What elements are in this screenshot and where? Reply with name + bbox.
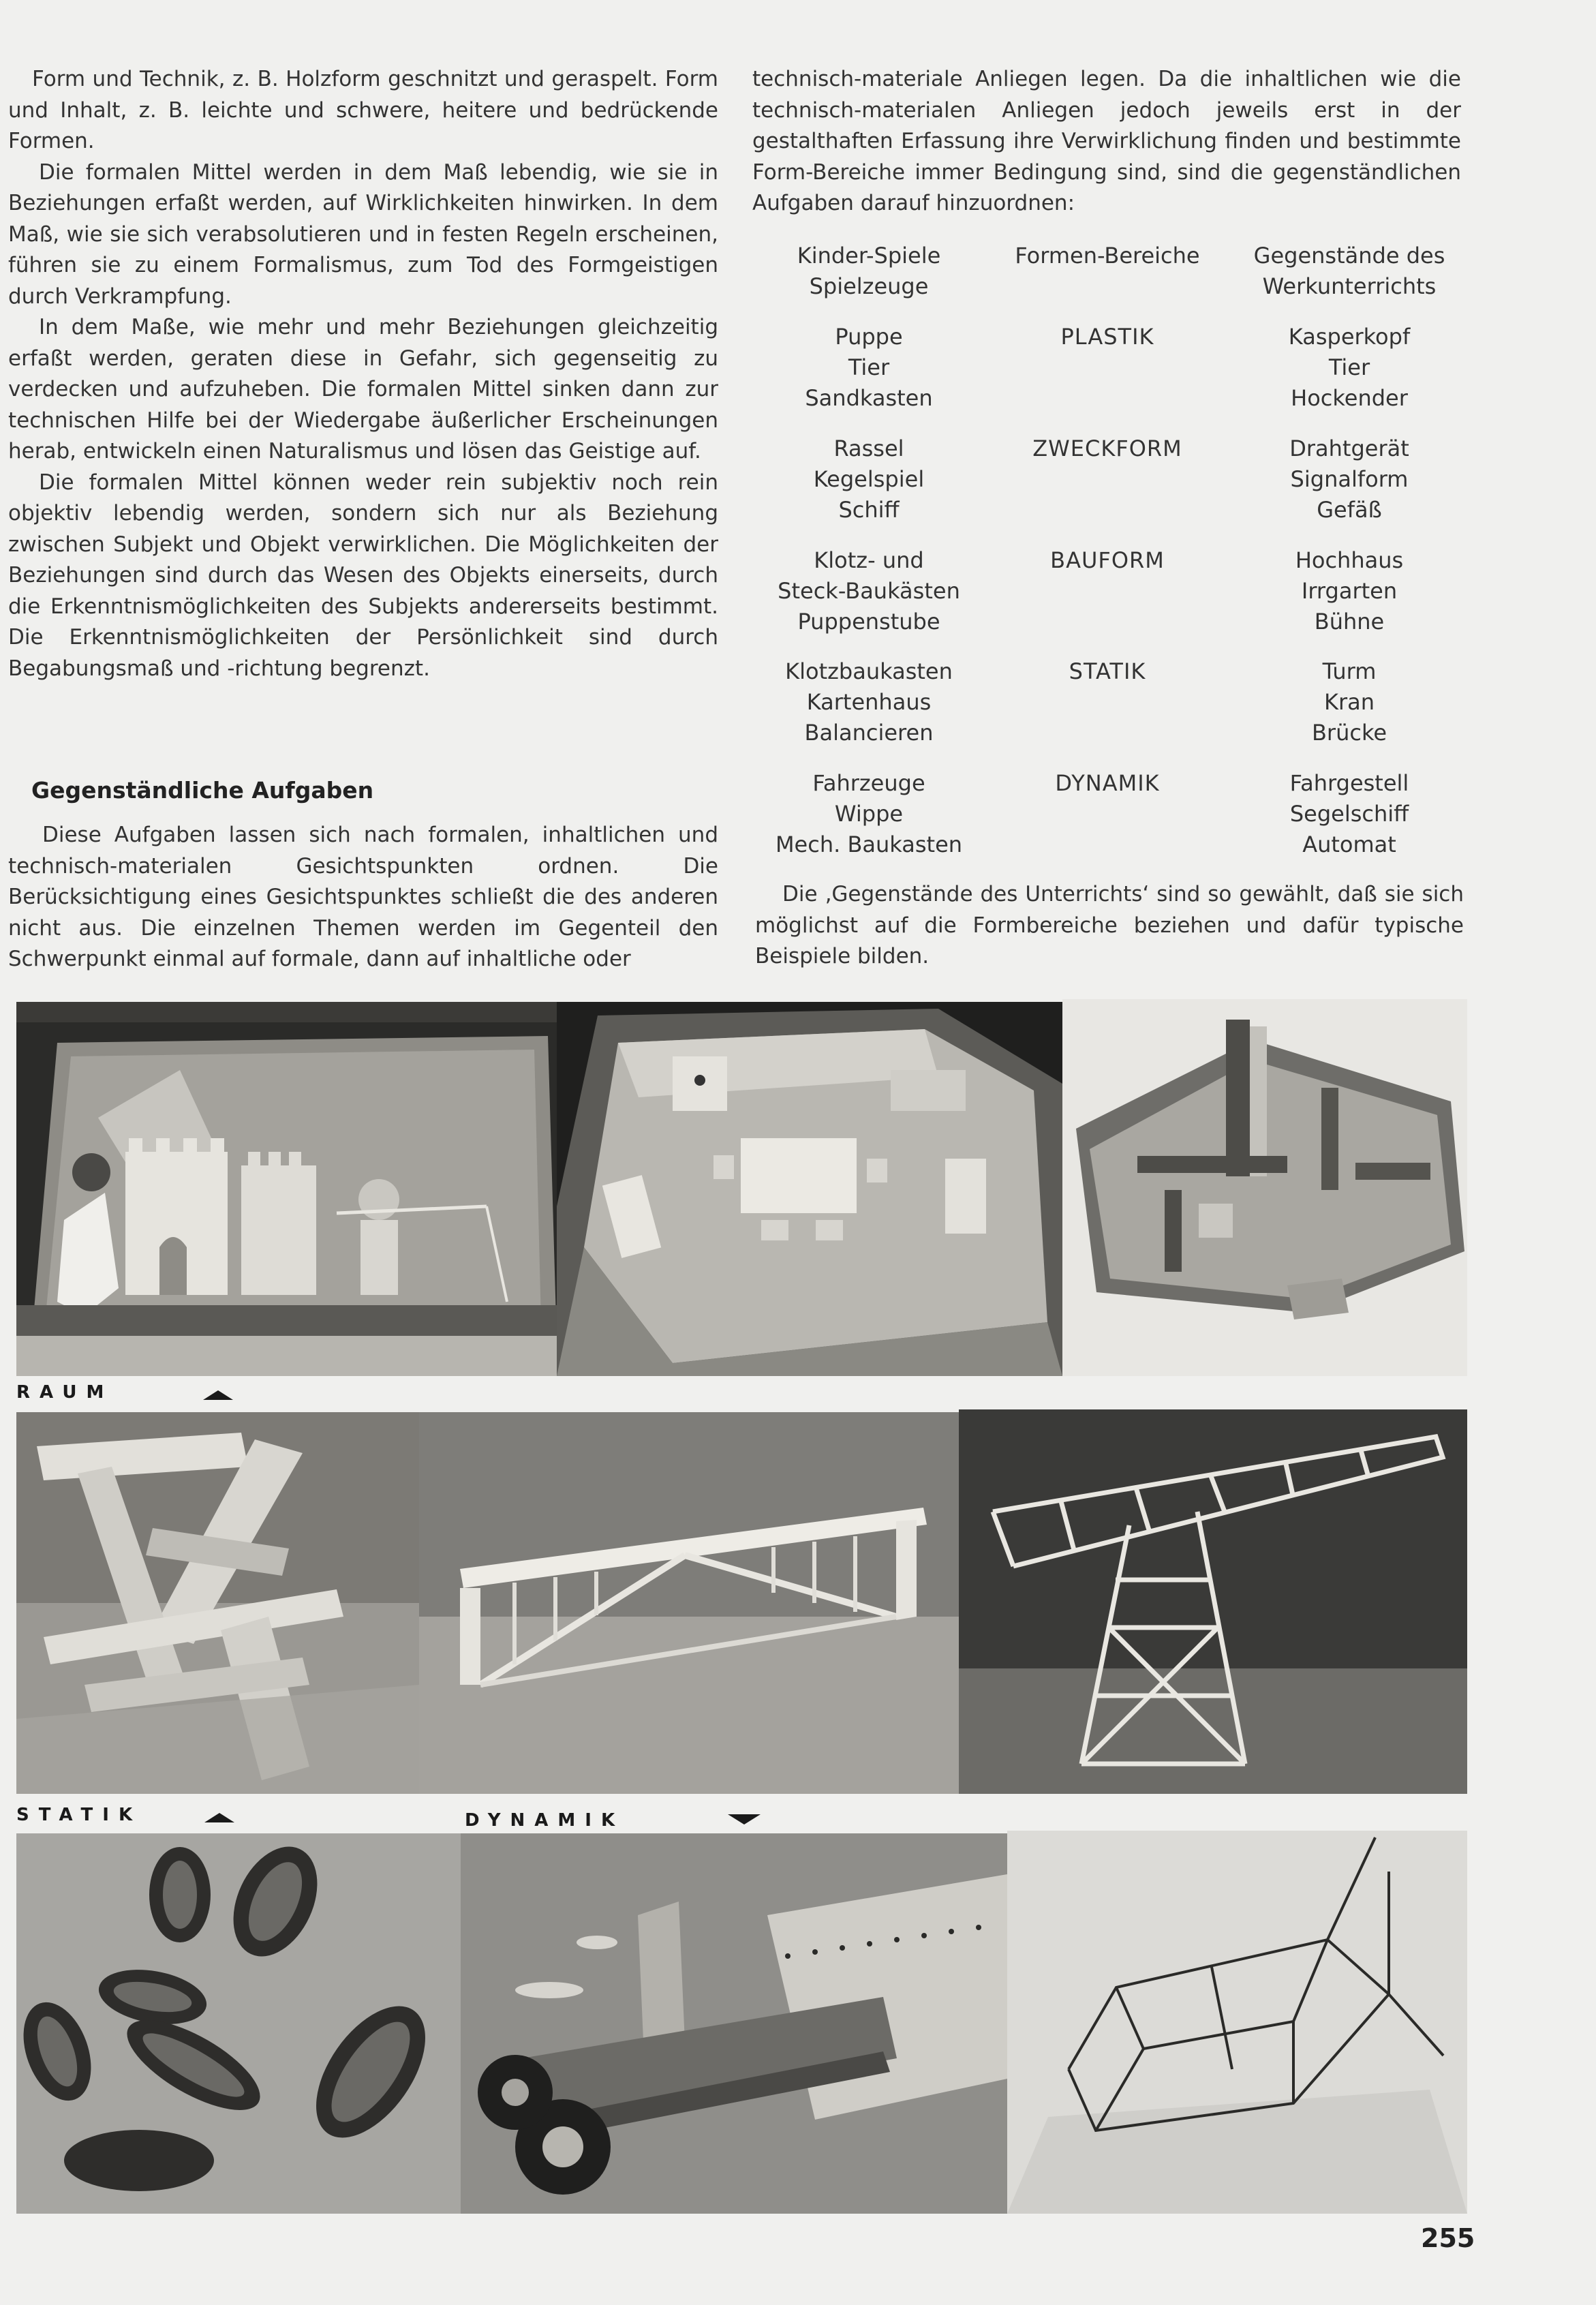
table-cell-kinder: Fahrzeuge Wippe Mech. Baukasten: [775, 770, 963, 857]
paragraph: Die formalen Mittel können weder rein subjektiv noch rein objektiv lebendig werden, sondern sich nur als Beziehung zwischen Subjekt und Objekt verwirklichen. Die Möglichkeiten der Beziehungen sind durch das Wesen des Objekts einerseits, durch die Erkenntnismöglichkeiten des Subjekts andererseits bestimmt. Die Erkenntnismöglichkeiten der Persönlichkeit sind durch Begabungsmaß und -richtung begrenzt.: [8, 470, 718, 681]
left-column-continued: [8, 820, 718, 975]
table-cell-kinder: Rassel Kegelspiel Schiff: [813, 436, 925, 523]
table-cell-bereich: ZWECKFORM: [1032, 436, 1182, 461]
table-cell-bereich: STATIK: [1069, 658, 1146, 684]
photo-carved-boats: [16, 1833, 461, 2214]
table-cell-gegen: Drahtgerät Signalform Gefäß: [1289, 436, 1409, 523]
photo-crane-model: [959, 1409, 1467, 1794]
photo-label-raum: RAUM: [16, 1382, 114, 1403]
photo-meccano-vehicle: [461, 1833, 1007, 2214]
arrow-up-icon: [204, 1813, 234, 1822]
right-column-intro: [752, 64, 1461, 219]
table-header-kinder: Kinder-Spiele Spielzeuge: [797, 243, 941, 299]
arrow-down-icon: [728, 1814, 761, 1825]
table-cell-bereich: DYNAMIK: [1055, 770, 1160, 796]
right-column-closing: [755, 879, 1464, 973]
photo-label-dynamik: DYNAMIK: [465, 1810, 625, 1831]
table-cell-kinder: Klotz- und Steck-Baukästen Puppenstube: [778, 547, 960, 635]
table-cell-kinder: Klotzbaukasten Kartenhaus Balancieren: [785, 658, 953, 746]
table-header-gegen: Gegenstände des Werkunterrichts: [1253, 243, 1445, 299]
photo-stick-structure: [16, 1412, 419, 1794]
photo-maze-model: [1062, 999, 1467, 1376]
photo-wire-frame: [1007, 1831, 1467, 2214]
section-heading: Gegenständliche Aufgaben: [31, 777, 374, 804]
table-cell-bereich: PLASTIK: [1060, 324, 1154, 350]
paragraph: Form und Technik, z. B. Holzform geschnitzt und geraspelt. Form und Inhalt, z. B. leichte und schwere, heitere und bedrückende Formen.: [8, 67, 718, 153]
paragraph: Die formalen Mittel werden in dem Maß lebendig, wie sie in Beziehungen erfaßt werden, auf Wirklichkeiten hinwirken. In dem Maß, wie sie sich verabsolutieren und in festen Regeln erscheinen, führen sie zu einem Formalismus, zum Tod des Formgeistigen durch Verkrampfung.: [8, 159, 718, 309]
paragraph: In dem Maße, wie mehr und mehr Beziehungen gleichzeitig erfaßt werden, geraten diese in Gefahr, sich gegenseitig zu verdecken und aufzuheben. Die formalen Mittel sinken dann zur technischen Hilfe bei der Wiedergabe äußerlicher Erscheinungen herab, entwickeln einen Naturalismus und lösen das Geistige auf.: [8, 315, 718, 463]
table-cell-kinder: Puppe Tier Sandkasten: [805, 324, 933, 411]
table-header-formen: Formen-Bereiche: [1015, 243, 1200, 269]
paragraph: Die ‚Gegenstände des Unterrichts‘ sind so gewählt, daß sie sich möglichst auf die Formbereiche beziehen und dafür typische Beispiele bilden.: [755, 882, 1464, 968]
page-number: 255: [1421, 2223, 1475, 2253]
paragraph: technisch-materiale Anliegen legen. Da die inhaltlichen wie die technisch-materialen Anliegen jedoch jeweils erst in der gestalthaften Erfassung ihre Verwirklichung finden und bestimmte Form-Bereiche immer Bedingung sind, sind die gegenständlichen Aufgaben darauf hinzuordnen:: [752, 67, 1461, 215]
table-cell-gegen: Hochhaus Irrgarten Bühne: [1295, 547, 1404, 635]
photo-room-model: [557, 1002, 1062, 1376]
table-cell-gegen: Kasperkopf Tier Hockender: [1288, 324, 1411, 411]
arrow-up-icon: [203, 1390, 233, 1400]
photo-puppet-stage: [16, 1002, 557, 1376]
photo-label-statik: STATIK: [16, 1805, 142, 1825]
photo-bridge-model: [419, 1412, 959, 1794]
paragraph: Diese Aufgaben lassen sich nach formalen, inhaltlichen und technisch-materialen Gesichtspunkten ordnen. Die Berücksichtigung eines Gesichtspunktes schließt die des anderen nicht aus. Die einzelnen Themen werden im Gegenteil den Schwerpunkt einmal auf formale, dann auf inhaltliche oder: [8, 823, 718, 971]
table-cell-gegen: Fahrgestell Segelschiff Automat: [1289, 770, 1409, 857]
table-cell-gegen: Turm Kran Brücke: [1311, 658, 1387, 746]
table-cell-bereich: BAUFORM: [1050, 547, 1165, 573]
left-column: [8, 64, 718, 684]
